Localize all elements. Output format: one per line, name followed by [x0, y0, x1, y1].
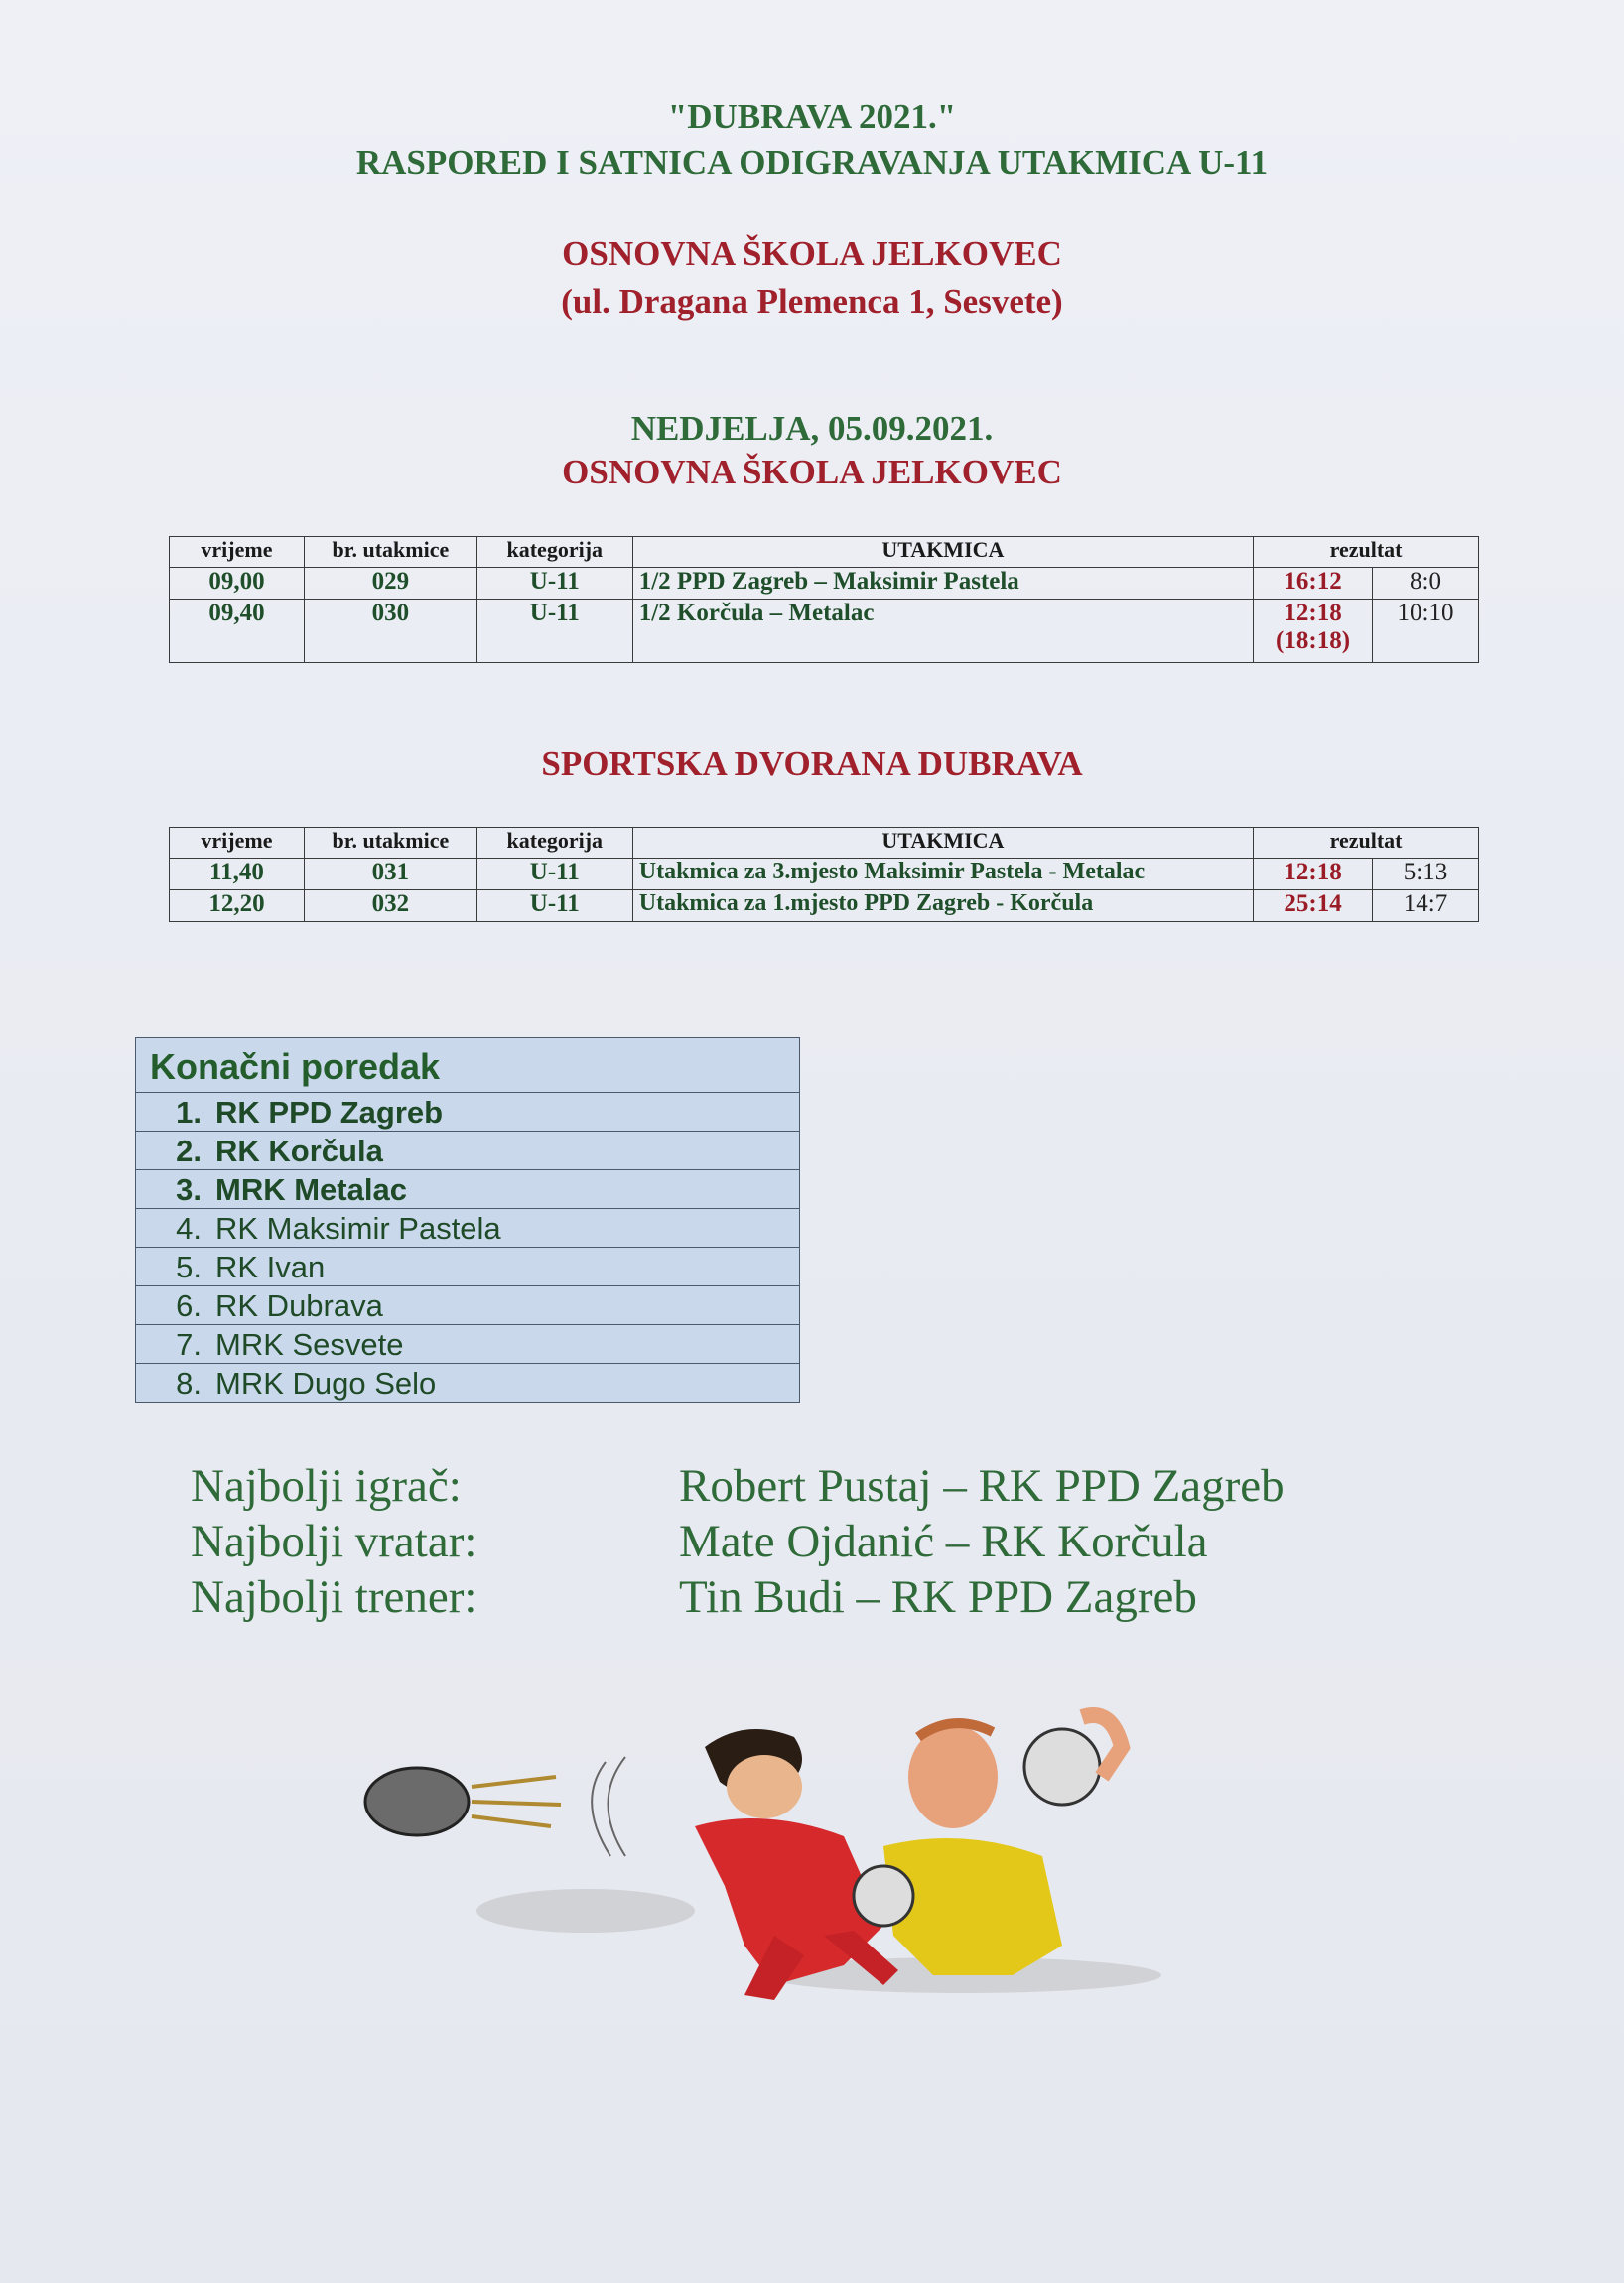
cell-match: Utakmica za 3.mjesto Maksimir Pastela - Metalac: [632, 859, 1253, 890]
venue-name-repeat: OSNOVNA ŠKOLA JELKOVEC: [562, 453, 1062, 491]
standings-row: [136, 1325, 799, 1364]
standings-row: [136, 1364, 799, 1402]
team-name: MRK Dugo Selo: [215, 1366, 437, 1401]
cell-halftime: 10:10: [1373, 600, 1479, 663]
table-header-row: [170, 537, 1479, 568]
standings-row: [136, 1248, 799, 1286]
award-row: [191, 1515, 1285, 1570]
venue-hall: SPORTSKA DVORANA DUBRAVA: [541, 744, 1083, 783]
col-category: kategorija: [476, 828, 632, 859]
col-time: vrijeme: [170, 828, 305, 859]
col-time: vrijeme: [170, 537, 305, 568]
cell-score: 12:18: [1254, 859, 1373, 890]
standings-row: [136, 1093, 799, 1132]
cell-category: U-11: [476, 568, 632, 600]
cell-halftime: 5:13: [1373, 859, 1479, 890]
cell-match-number: 030: [304, 600, 476, 663]
rank: 4.: [176, 1211, 202, 1246]
award-winner: Robert Pustaj – RK PPD Zagreb: [679, 1460, 1285, 1512]
rank: 2.: [176, 1134, 202, 1168]
table-row: [170, 568, 1479, 600]
table-row: [170, 859, 1479, 890]
cell-match: Utakmica za 1.mjesto PPD Zagreb - Korčula: [632, 890, 1253, 922]
table-row: [170, 600, 1479, 663]
award-label: Najbolji trener:: [191, 1571, 477, 1623]
cell-time: 12,20: [170, 890, 305, 922]
rank: 1.: [176, 1095, 202, 1130]
col-result: rezultat: [1254, 828, 1479, 859]
col-match-number: br. utakmice: [304, 828, 476, 859]
cell-match: 1/2 Korčula – Metalac: [632, 600, 1253, 663]
standings-row: [136, 1209, 799, 1248]
cell-time: 11,40: [170, 859, 305, 890]
cell-category: U-11: [476, 859, 632, 890]
red-player-figure: [695, 1729, 898, 2000]
rank: 6.: [176, 1288, 202, 1323]
award-row: [191, 1570, 1285, 1626]
cell-match-number: 029: [304, 568, 476, 600]
schedule-title: RASPORED I SATNICA ODIGRAVANJA UTAKMICA U-11: [355, 143, 1269, 182]
standings-title: Konačni poredak: [136, 1038, 799, 1093]
standings-row: [136, 1170, 799, 1209]
individual-awards: [191, 1459, 1285, 1626]
venue-name: OSNOVNA ŠKOLA JELKOVEC: [562, 234, 1062, 273]
cell-category: U-11: [476, 600, 632, 663]
award-label: Najbolji igrač:: [191, 1460, 462, 1512]
team-name: MRK Metalac: [215, 1172, 407, 1207]
tournament-title: "DUBRAVA 2021.": [667, 97, 957, 136]
col-match-number: br. utakmice: [304, 537, 476, 568]
cell-score: [1254, 600, 1373, 663]
ball-icon: [1024, 1729, 1100, 1805]
team-name: MRK Sesvete: [215, 1327, 404, 1362]
ball-icon: [854, 1866, 913, 1926]
team-name: RK Korčula: [215, 1134, 383, 1168]
col-category: kategorija: [476, 537, 632, 568]
award-label: Najbolji vratar:: [191, 1516, 477, 1567]
cell-match: 1/2 PPD Zagreb – Maksimir Pastela: [632, 568, 1253, 600]
score-extra: (18:18): [1276, 627, 1351, 654]
cell-match-number: 032: [304, 890, 476, 922]
cell-score: 25:14: [1254, 890, 1373, 922]
award-winner: Mate Ojdanić – RK Korčula: [679, 1516, 1208, 1567]
cell-category: U-11: [476, 890, 632, 922]
cell-time: 09,40: [170, 600, 305, 663]
rank: 5.: [176, 1250, 202, 1284]
match-date: NEDJELJA, 05.09.2021.: [630, 409, 994, 448]
final-standings: [135, 1037, 800, 1403]
handball-players-illustration: [328, 1707, 1370, 2005]
table-row: [170, 890, 1479, 922]
rank: 7.: [176, 1327, 202, 1362]
score-main: 12:18: [1284, 600, 1342, 626]
award-winner: Tin Budi – RK PPD Zagreb: [679, 1571, 1197, 1623]
venue-address: (ul. Dragana Plemenca 1, Sesvete): [561, 282, 1063, 321]
rank: 3.: [176, 1172, 202, 1207]
award-row: [191, 1459, 1285, 1515]
schedule-table-dubrava: [169, 827, 1479, 922]
team-name: RK Maksimir Pastela: [215, 1211, 501, 1246]
team-name: RK PPD Zagreb: [215, 1095, 444, 1130]
col-match: UTAKMICA: [632, 828, 1253, 859]
schedule-table-jelkovec: [169, 536, 1479, 663]
table-header-row: [170, 828, 1479, 859]
team-name: RK Ivan: [215, 1250, 326, 1284]
yellow-player-figure: [854, 1715, 1122, 1975]
col-match: UTAKMICA: [632, 537, 1253, 568]
cell-time: 09,00: [170, 568, 305, 600]
cell-halftime: 14:7: [1373, 890, 1479, 922]
standings-row: [136, 1286, 799, 1325]
cell-score: 16:12: [1254, 568, 1373, 600]
cell-halftime: 8:0: [1373, 568, 1479, 600]
col-result: rezultat: [1254, 537, 1479, 568]
standings-row: [136, 1132, 799, 1170]
team-name: RK Dubrava: [215, 1288, 383, 1323]
cell-match-number: 031: [304, 859, 476, 890]
rank: 8.: [176, 1366, 202, 1401]
